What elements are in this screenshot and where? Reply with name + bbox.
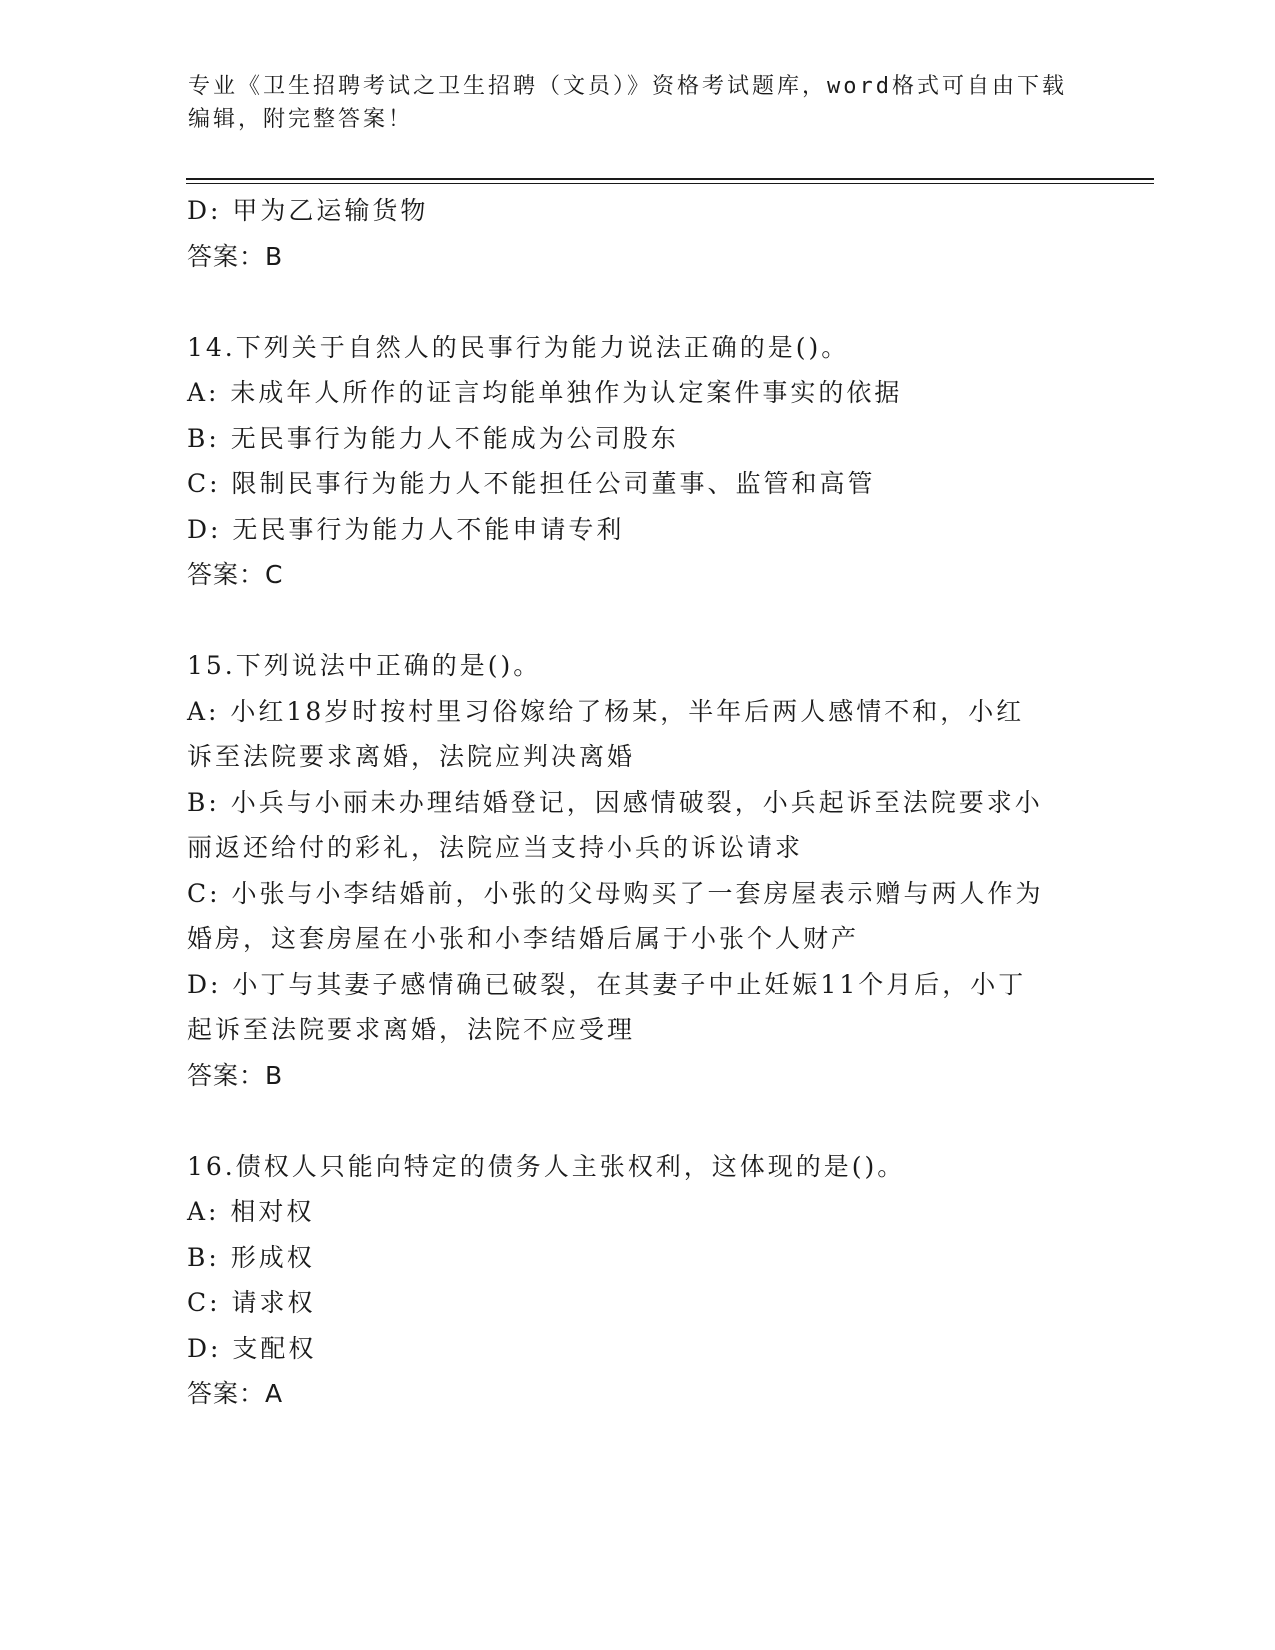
document-header	[188, 70, 1078, 136]
answer: 答案：A	[187, 1379, 284, 1408]
spacer	[187, 598, 1087, 644]
option-c: C: 限制民事行为能力人不能担任公司董事、监管和高管	[187, 469, 876, 498]
option-a-line-1: A: 小红18岁时按村里习俗嫁给了杨某，半年后两人感情不和，小红	[187, 696, 1025, 726]
question-15	[187, 643, 1087, 1098]
header-divider-thick	[186, 178, 1154, 180]
question-stem: 14.下列关于自然人的民事行为能力说法正确的是()。	[187, 332, 850, 362]
answer: 答案：B	[187, 1060, 284, 1090]
header-line-1: 专业《卫生招聘考试之卫生招聘（文员）》资格考试题库，word格式可自由下载	[188, 74, 1067, 99]
option-b: B: 无民事行为能力人不能成为公司股东	[187, 423, 679, 453]
carryover-option-d: D: 甲为乙运输货物	[187, 196, 429, 225]
question-14	[187, 325, 1087, 598]
header-divider-thin	[186, 183, 1154, 184]
option-c: C: 请求权	[187, 1288, 316, 1317]
question-list	[187, 188, 1087, 1417]
question-stem: 15.下列说法中正确的是()。	[187, 651, 542, 680]
option-b-line-1: B: 小兵与小丽未办理结婚登记，因感情破裂，小兵起诉至法院要求小	[187, 787, 1043, 817]
option-d: D: 支配权	[187, 1333, 317, 1363]
answer: 答案：C	[187, 560, 284, 589]
option-a: A: 未成年人所作的证言均能单独作为认定案件事实的依据	[187, 378, 903, 407]
option-d-line-1: D: 小丁与其妻子感情确已破裂，在其妻子中止妊娠11个月后，小丁	[187, 969, 1027, 999]
carryover-answer: 答案：B	[187, 241, 284, 271]
option-d: D: 无民事行为能力人不能申请专利	[187, 514, 625, 544]
question-16	[187, 1144, 1087, 1417]
option-c-line-1: C: 小张与小李结婚前，小张的父母购买了一套房屋表示赠与两人作为	[187, 878, 1044, 908]
option-b-line-2: 丽返还给付的彩礼，法院应当支持小兵的诉讼请求	[187, 833, 804, 862]
option-a: A: 相对权	[187, 1197, 315, 1226]
header-line-2: 编辑，附完整答案！	[188, 107, 414, 132]
option-b: B: 形成权	[187, 1242, 315, 1272]
spacer	[187, 1098, 1087, 1144]
option-d-line-2: 起诉至法院要求离婚，法院不应受理	[187, 1015, 636, 1044]
spacer	[187, 279, 1087, 325]
option-a-line-2: 诉至法院要求离婚，法院应判决离婚	[187, 742, 636, 771]
option-c-line-2: 婚房，这套房屋在小张和小李结婚后属于小张个人财产	[187, 924, 860, 953]
question-stem: 16.债权人只能向特定的债务人主张权利，这体现的是()。	[187, 1151, 906, 1181]
